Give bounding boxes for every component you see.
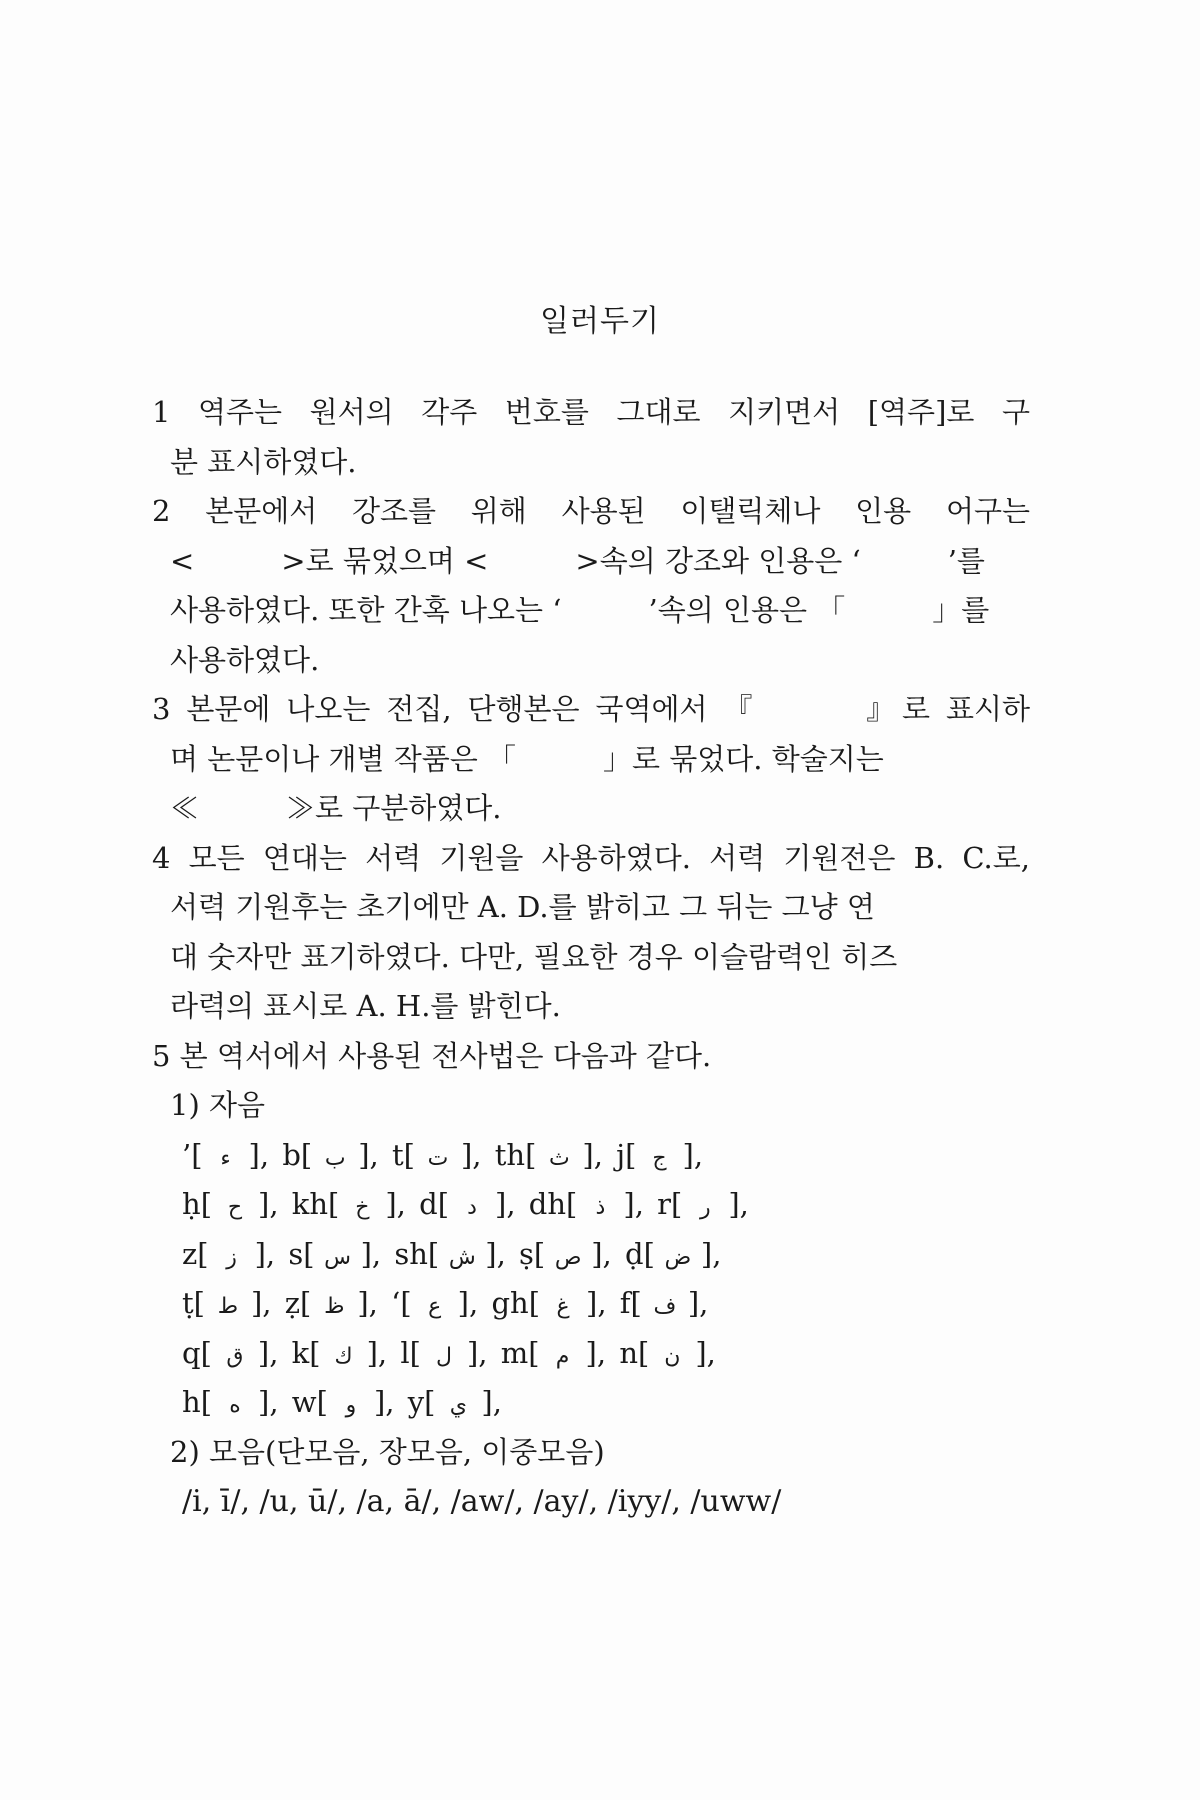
arabic-letter: ت <box>427 1145 449 1171</box>
consonant-entry: n[ ن ], <box>619 1336 716 1370</box>
arabic-letter: ع <box>428 1294 442 1319</box>
consonant-entry: ḍ[ ض ], <box>625 1237 721 1271</box>
arabic-letter: ق <box>226 1343 244 1369</box>
consonant-entry: kh[ خ ], <box>292 1187 415 1221</box>
latin-letter: l <box>400 1335 410 1370</box>
latin-letter: ḍ <box>625 1236 644 1271</box>
consonant-entry: ḥ[ ح ], <box>182 1187 288 1221</box>
consonant-table <box>152 1131 1030 1428</box>
consonant-entry: ‘[ ع ], <box>391 1286 487 1320</box>
arabic-letter: ث <box>549 1145 570 1171</box>
consonant-entry: s[ س ], <box>288 1237 390 1271</box>
latin-letter: j <box>616 1137 626 1172</box>
arabic-letter: ء <box>220 1145 231 1171</box>
latin-letter: ẓ <box>284 1286 301 1320</box>
document-body <box>152 388 1030 1527</box>
arabic-letter: ر <box>700 1195 711 1220</box>
consonant-entry: w[ و ], <box>292 1385 404 1419</box>
arabic-letter: ظ <box>324 1294 345 1319</box>
arabic-letter: ن <box>664 1343 681 1369</box>
arabic-letter: ح <box>227 1195 243 1220</box>
latin-letter: ṣ <box>519 1236 534 1271</box>
latin-letter: ‘ <box>391 1286 401 1320</box>
arabic-letter: ك <box>334 1343 353 1369</box>
arabic-letter: و <box>345 1393 357 1418</box>
consonant-entry: sh[ ش ], <box>394 1237 515 1271</box>
arabic-letter: ف <box>653 1294 677 1319</box>
arabic-letter: ل <box>435 1343 452 1369</box>
consonant-row <box>152 1329 1030 1379</box>
item-4-line-4: 라력의 표시로 A. H.를 밝힌다. <box>170 989 561 1023</box>
arabic-letter: س <box>324 1244 352 1270</box>
item-4-line-2: 서력 기원후는 초기에만 A. D.를 밝히고 그 뒤는 그냥 연 <box>170 890 875 924</box>
consonant-entry: j[ ج ], <box>616 1138 703 1172</box>
arabic-letter: ش <box>448 1244 476 1270</box>
consonant-entry: k[ ك ], <box>292 1336 397 1370</box>
latin-letter: t <box>391 1137 404 1172</box>
latin-letter: ḥ <box>182 1187 201 1221</box>
item-4-line-1: 4 모든 연대는 서력 기원을 사용하였다. 서력 기원전은 B. C.로, <box>152 840 1030 875</box>
consonant-entry: d[ د ], <box>419 1187 525 1221</box>
consonant-entry: z[ ز ], <box>182 1237 284 1271</box>
item-5-line-1: 5 본 역서에서 사용된 전사법은 다음과 같다. <box>152 1038 712 1073</box>
item-1-line-2: 분 표시하였다. <box>170 444 357 479</box>
latin-letter: w <box>291 1385 317 1419</box>
latin-letter: kh <box>291 1187 329 1221</box>
arabic-letter: خ <box>355 1195 370 1220</box>
consonant-entry: h[ ه ], <box>182 1385 288 1419</box>
vowels-heading: 2) 모음(단모음, 장모음, 이중모음) <box>170 1434 605 1469</box>
arabic-letter: ج <box>652 1145 667 1171</box>
consonant-entry: ẓ[ ظ ], <box>285 1286 387 1320</box>
arabic-letter: ط <box>217 1294 239 1319</box>
arabic-letter: د <box>467 1195 477 1220</box>
consonant-row <box>152 1230 1030 1280</box>
consonant-entry: l[ ل ], <box>400 1336 496 1370</box>
item-2-line-2: < >로 묶었으며 < >속의 강조와 인용은 ‘ ’를 <box>170 543 985 578</box>
arabic-letter: ذ <box>595 1195 606 1220</box>
latin-letter: ṭ <box>182 1286 194 1320</box>
arabic-letter: ه <box>229 1393 241 1418</box>
latin-letter: z <box>182 1236 198 1271</box>
item-2-line-3: 사용하였다. 또한 간혹 나오는 ‘ ’속의 인용은 「 」를 <box>170 593 990 627</box>
latin-letter: n <box>619 1335 638 1370</box>
consonant-entry: dh[ ذ ], <box>529 1187 653 1221</box>
item-3-line-2: 며 논문이나 개별 작품은 「 」로 묶었다. 학술지는 <box>170 741 884 776</box>
page-title: 일러두기 <box>540 304 660 339</box>
consonant-entry: gh[ غ ], <box>491 1286 615 1320</box>
consonant-entry: ’[ ء ], <box>182 1138 278 1172</box>
item-2-line-4: 사용하였다. <box>170 642 320 677</box>
consonant-entry: th[ ث ], <box>495 1138 612 1172</box>
item-4-line-3: 대 숫자만 표기하였다. 다만, 필요한 경우 이슬람력인 히즈 <box>170 939 898 974</box>
consonant-entry: y[ ي ], <box>408 1385 502 1419</box>
arabic-letter: غ <box>556 1294 570 1319</box>
latin-letter: gh <box>491 1286 529 1320</box>
consonant-row <box>152 1378 1030 1428</box>
latin-letter: ’ <box>182 1137 192 1172</box>
latin-letter: q <box>182 1335 201 1370</box>
consonant-entry: q[ ق ], <box>182 1336 288 1370</box>
latin-letter: sh <box>394 1236 428 1271</box>
consonant-entry: b[ ب ], <box>282 1138 388 1172</box>
consonant-entry: ṣ[ ص ], <box>519 1237 621 1271</box>
arabic-letter: ض <box>664 1244 692 1270</box>
latin-letter: k <box>291 1335 310 1370</box>
consonant-row <box>152 1279 1030 1329</box>
arabic-letter: ص <box>554 1244 582 1270</box>
latin-letter: d <box>419 1187 438 1221</box>
item-2-line-1: 2 본문에서 강조를 위해 사용된 이탤릭체나 인용 어구는 <box>152 494 1030 528</box>
consonant-entry: ṭ[ ط ], <box>182 1286 281 1320</box>
latin-letter: r <box>657 1187 672 1221</box>
consonant-row <box>152 1180 1030 1230</box>
consonant-row <box>152 1131 1030 1181</box>
consonant-entry: r[ ر ], <box>657 1187 749 1221</box>
item-3-line-1: 3 본문에 나오는 전집, 단행본은 국역에서 『 』로 표시하 <box>152 692 1030 726</box>
consonants-heading: 1) 자음 <box>170 1088 266 1122</box>
consonant-entry: f[ ف ], <box>620 1286 709 1320</box>
item-3-line-3: ≪ ≫로 구분하였다. <box>170 791 502 825</box>
latin-letter: dh <box>528 1187 567 1221</box>
latin-letter: f <box>619 1286 631 1320</box>
item-1-line-1: 1 역주는 원서의 각주 번호를 그대로 지키면서 [역주]로 구 <box>152 395 1030 429</box>
arabic-letter: ي <box>449 1393 468 1418</box>
latin-letter: th <box>494 1137 526 1172</box>
arabic-letter: ز <box>226 1244 237 1270</box>
latin-letter: h <box>182 1385 201 1419</box>
latin-letter: b <box>282 1137 301 1172</box>
vowels-line: /i, ī/, /u, ū/, /a, ā/, /aw/, /ay/, /iyy/, /uww/ <box>182 1484 782 1519</box>
consonant-entry: t[ ت ], <box>392 1138 491 1172</box>
consonant-entry: m[ م ], <box>501 1336 616 1370</box>
arabic-letter: ب <box>324 1145 346 1171</box>
arabic-letter: م <box>555 1343 570 1369</box>
latin-letter: s <box>288 1236 304 1271</box>
latin-letter: m <box>500 1335 529 1370</box>
latin-letter: y <box>407 1385 425 1419</box>
